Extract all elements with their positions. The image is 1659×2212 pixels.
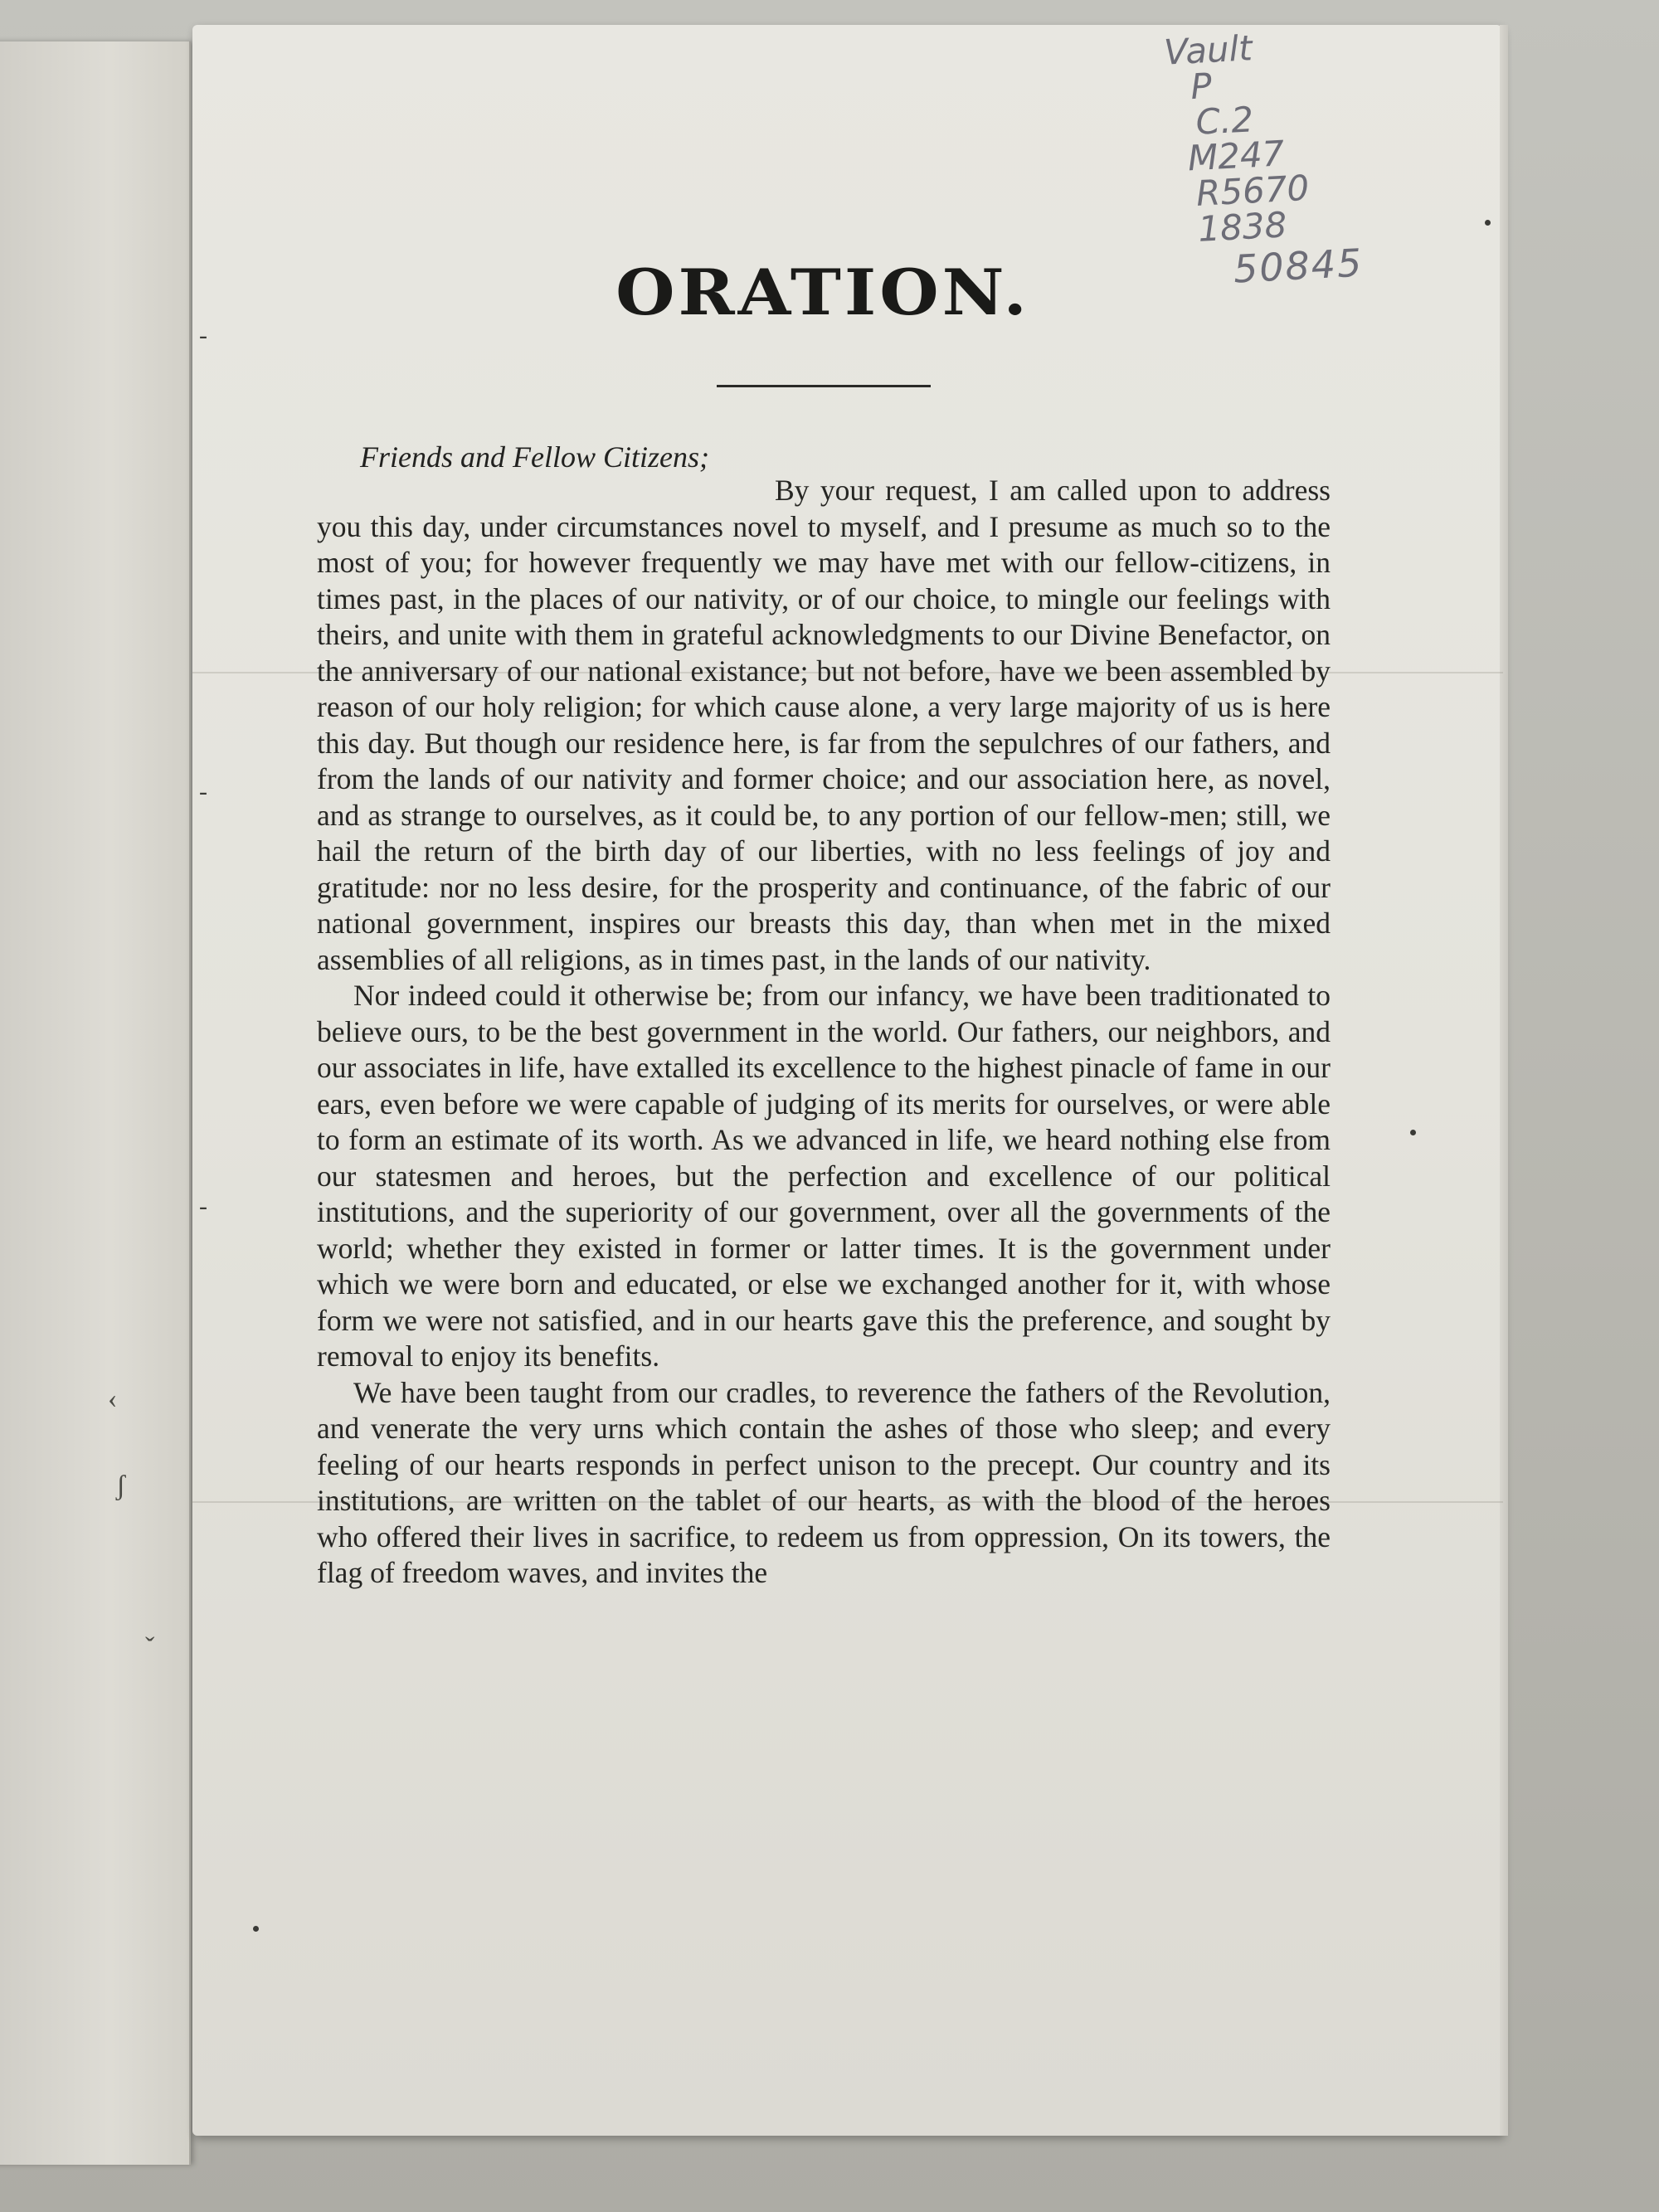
- title-rule: [717, 385, 931, 387]
- catalog-line: M247: [1186, 133, 1286, 179]
- paragraph: Nor indeed could it otherwise be; from our infancy, we have been traditionated to believe ours, to be the best government in the world. Our fathers, our neighbors, and our associates in life, have extalled its excellence to the highest pinacle of fame in our ears, even before we were capable of judging of its merits for ourselves, or were able to form an estimate of its worth. As we advanced in life, we heard nothing else from our statesmen and heroes, but the perfection and excellence of our political institutions, and the superiority of our government, over all the governments of the world; whether they existed in former or latter times. It is the government under which we were born and educated, or else we exchanged another for it, with whose form we were not satisfied, and in our hearts gave this the preference, and sought by removal to enjoy its benefits.: [317, 979, 1331, 1373]
- margin-mark: ʃ: [116, 1471, 126, 1501]
- catalog-line: 1838: [1197, 204, 1288, 250]
- margin-mark: -: [199, 322, 207, 349]
- oration-body: [317, 473, 1331, 1592]
- ink-speck: [253, 1926, 259, 1932]
- margin-mark: ‹: [108, 1383, 118, 1414]
- catalog-note: [1163, 24, 1384, 291]
- margin-mark: ˇ: [145, 1632, 155, 1663]
- ink-speck: [1410, 1130, 1416, 1135]
- accession-number: 50845: [1232, 240, 1365, 292]
- salutation: Friends and Fellow Citizens;: [360, 440, 709, 474]
- paragraph: We have been taught from our cradles, to reverence the fathers of the Revolution, and venerate the very urns which contain the ashes of those who sleep; and every feeling of our hearts responds in perfect unison to the precept. Our country and its institutions, are written on the tablet of our hearts, as with the blood of the heroes who offered their lives in sacrifice, to redeem us from oppression, On its towers, the flag of freedom waves, and invites the: [317, 1375, 1331, 1589]
- catalog-line: C.2: [1194, 99, 1255, 143]
- ink-speck: [1485, 220, 1491, 226]
- document-title: ORATION.: [615, 255, 1030, 330]
- page-edge: [1500, 25, 1508, 2136]
- catalog-line: R5670: [1194, 167, 1311, 214]
- margin-mark: -: [199, 1193, 207, 1220]
- catalog-line: Vault: [1162, 27, 1253, 73]
- paragraph: By your request, I am called upon to address you this day, under circumstances novel to myself, and I presume as much so to the most of you; for however frequently we may have met with our fellow-citizens, in times past, in the places of our nativity, or of our choice, to mingle our feelings with theirs, and unite with them in grateful acknowledgments to our Divine Benefactor, on the anniversary of our national existance; but not before, have we been assembled by reason of our holy religion; for which cause alone, a very large majority of us is here this day. But though our residence here, is far from the sepulchres of our fathers, and from the lands of our nativity and former choice; and our association here, as novel, and as strange to ourselves, as it could be, to any portion of our fellow-men; still, we hail the return of the birth day of our liberties, with no less feelings of joy and gratitude: nor no less desire, for the prosperity and continuance, of the fabric of our national government, inspires our breasts this day, than when met in the mixed assemblies of all religions, as in times past, in the lands of our nativity.: [317, 474, 1331, 976]
- catalog-line: P: [1190, 65, 1213, 108]
- margin-mark: -: [199, 778, 207, 805]
- adjacent-page: [0, 41, 191, 2165]
